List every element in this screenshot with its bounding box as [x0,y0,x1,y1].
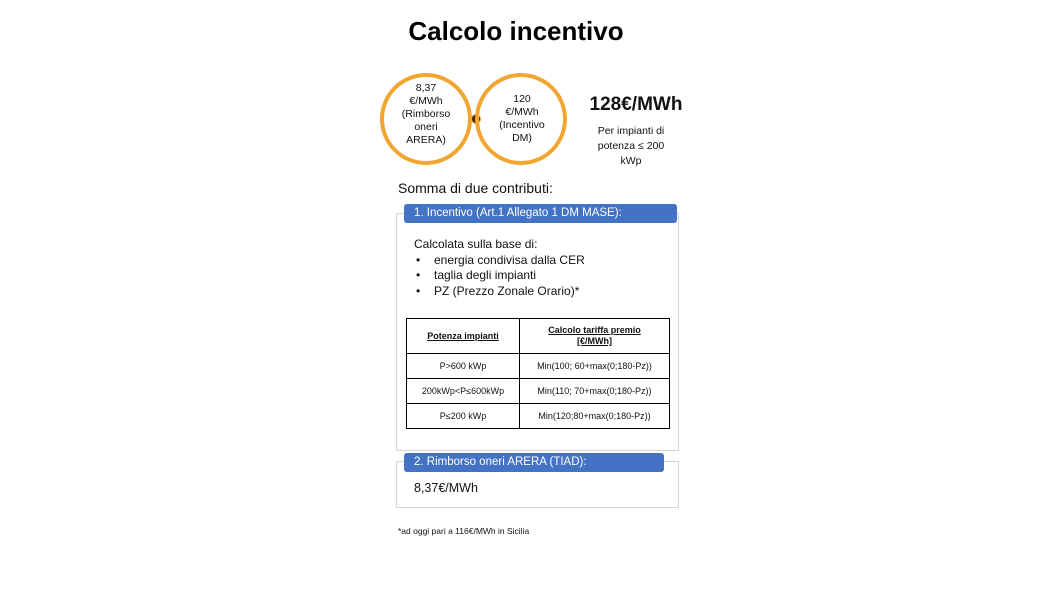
col-header-power [407,319,520,354]
rimborso-ring-label-2: oneri [414,121,438,133]
incentivo-ring-label-2: DM) [512,132,532,144]
formula-cell: Min(100; 60+max(0;180-Pz)) [520,354,670,379]
total-note-line-3: kWp [620,155,642,167]
total-incentive-note [586,124,676,169]
total-note-line-1: Per impianti di [597,125,665,137]
basis-item-taglia: • taglia degli impianti [414,268,585,284]
rimborso-ring-unit: €/MWh [409,95,443,107]
basis-intro: Calcolata sulla base di: [414,237,538,251]
col-header-tariff [520,319,670,354]
rimborso-section-header: 2. Rimborso oneri ARERA (TIAD): [404,453,664,472]
rimborso-ring-label-1: (Rimborso [401,108,451,120]
col-header-power-label: Potenza impianti [427,330,499,341]
incentivo-ring-label-1: (Incentivo [499,119,545,131]
rimborso-ring-label-3: ARERA) [406,134,446,146]
table-row [407,379,670,404]
incentivo-ring-text [488,93,556,145]
table-row [407,404,670,429]
incentivo-ring-amount: 120 [513,93,531,105]
col-header-tariff-label: Calcolo tariffa premio [548,325,641,335]
rimborso-ring-text [392,82,460,147]
power-cell: P>600 kWp [407,354,520,379]
basis-item-energia: • energia condivisa dalla CER [414,253,585,269]
total-incentive-value: 128€/MWh [589,94,683,115]
incentivo-ring-unit: €/MWh [505,106,539,118]
total-note-line-2: potenza ≤ 200 [597,140,665,152]
incentivo-basis [414,237,585,299]
table-header-row [407,319,670,354]
formula-cell: Min(120;80+max(0;180-Pz)) [520,404,670,429]
rimborso-ring-amount: 8,37 [415,82,437,94]
power-cell: P≤200 kWp [407,404,520,429]
formula-cell: Min(110; 70+max(0;180-Pz)) [520,379,670,404]
footnote: *ad oggi pari a 116€/MWh in Sicilia [398,526,530,536]
sum-heading: Somma di due contributi: [398,180,553,196]
rimborso-value: 8,37€/MWh [414,481,478,495]
basis-list [414,253,585,300]
table-row [407,354,670,379]
power-cell: 200kWp<P≤600kWp [407,379,520,404]
incentivo-section-header: 1. Incentivo (Art.1 Allegato 1 DM MASE): [404,204,677,223]
col-header-tariff-unit: [€/MWh] [577,336,612,346]
slide-title: Calcolo incentivo [408,16,624,46]
tariff-table [406,318,670,429]
basis-item-pz: • PZ (Prezzo Zonale Orario)* [414,284,585,300]
